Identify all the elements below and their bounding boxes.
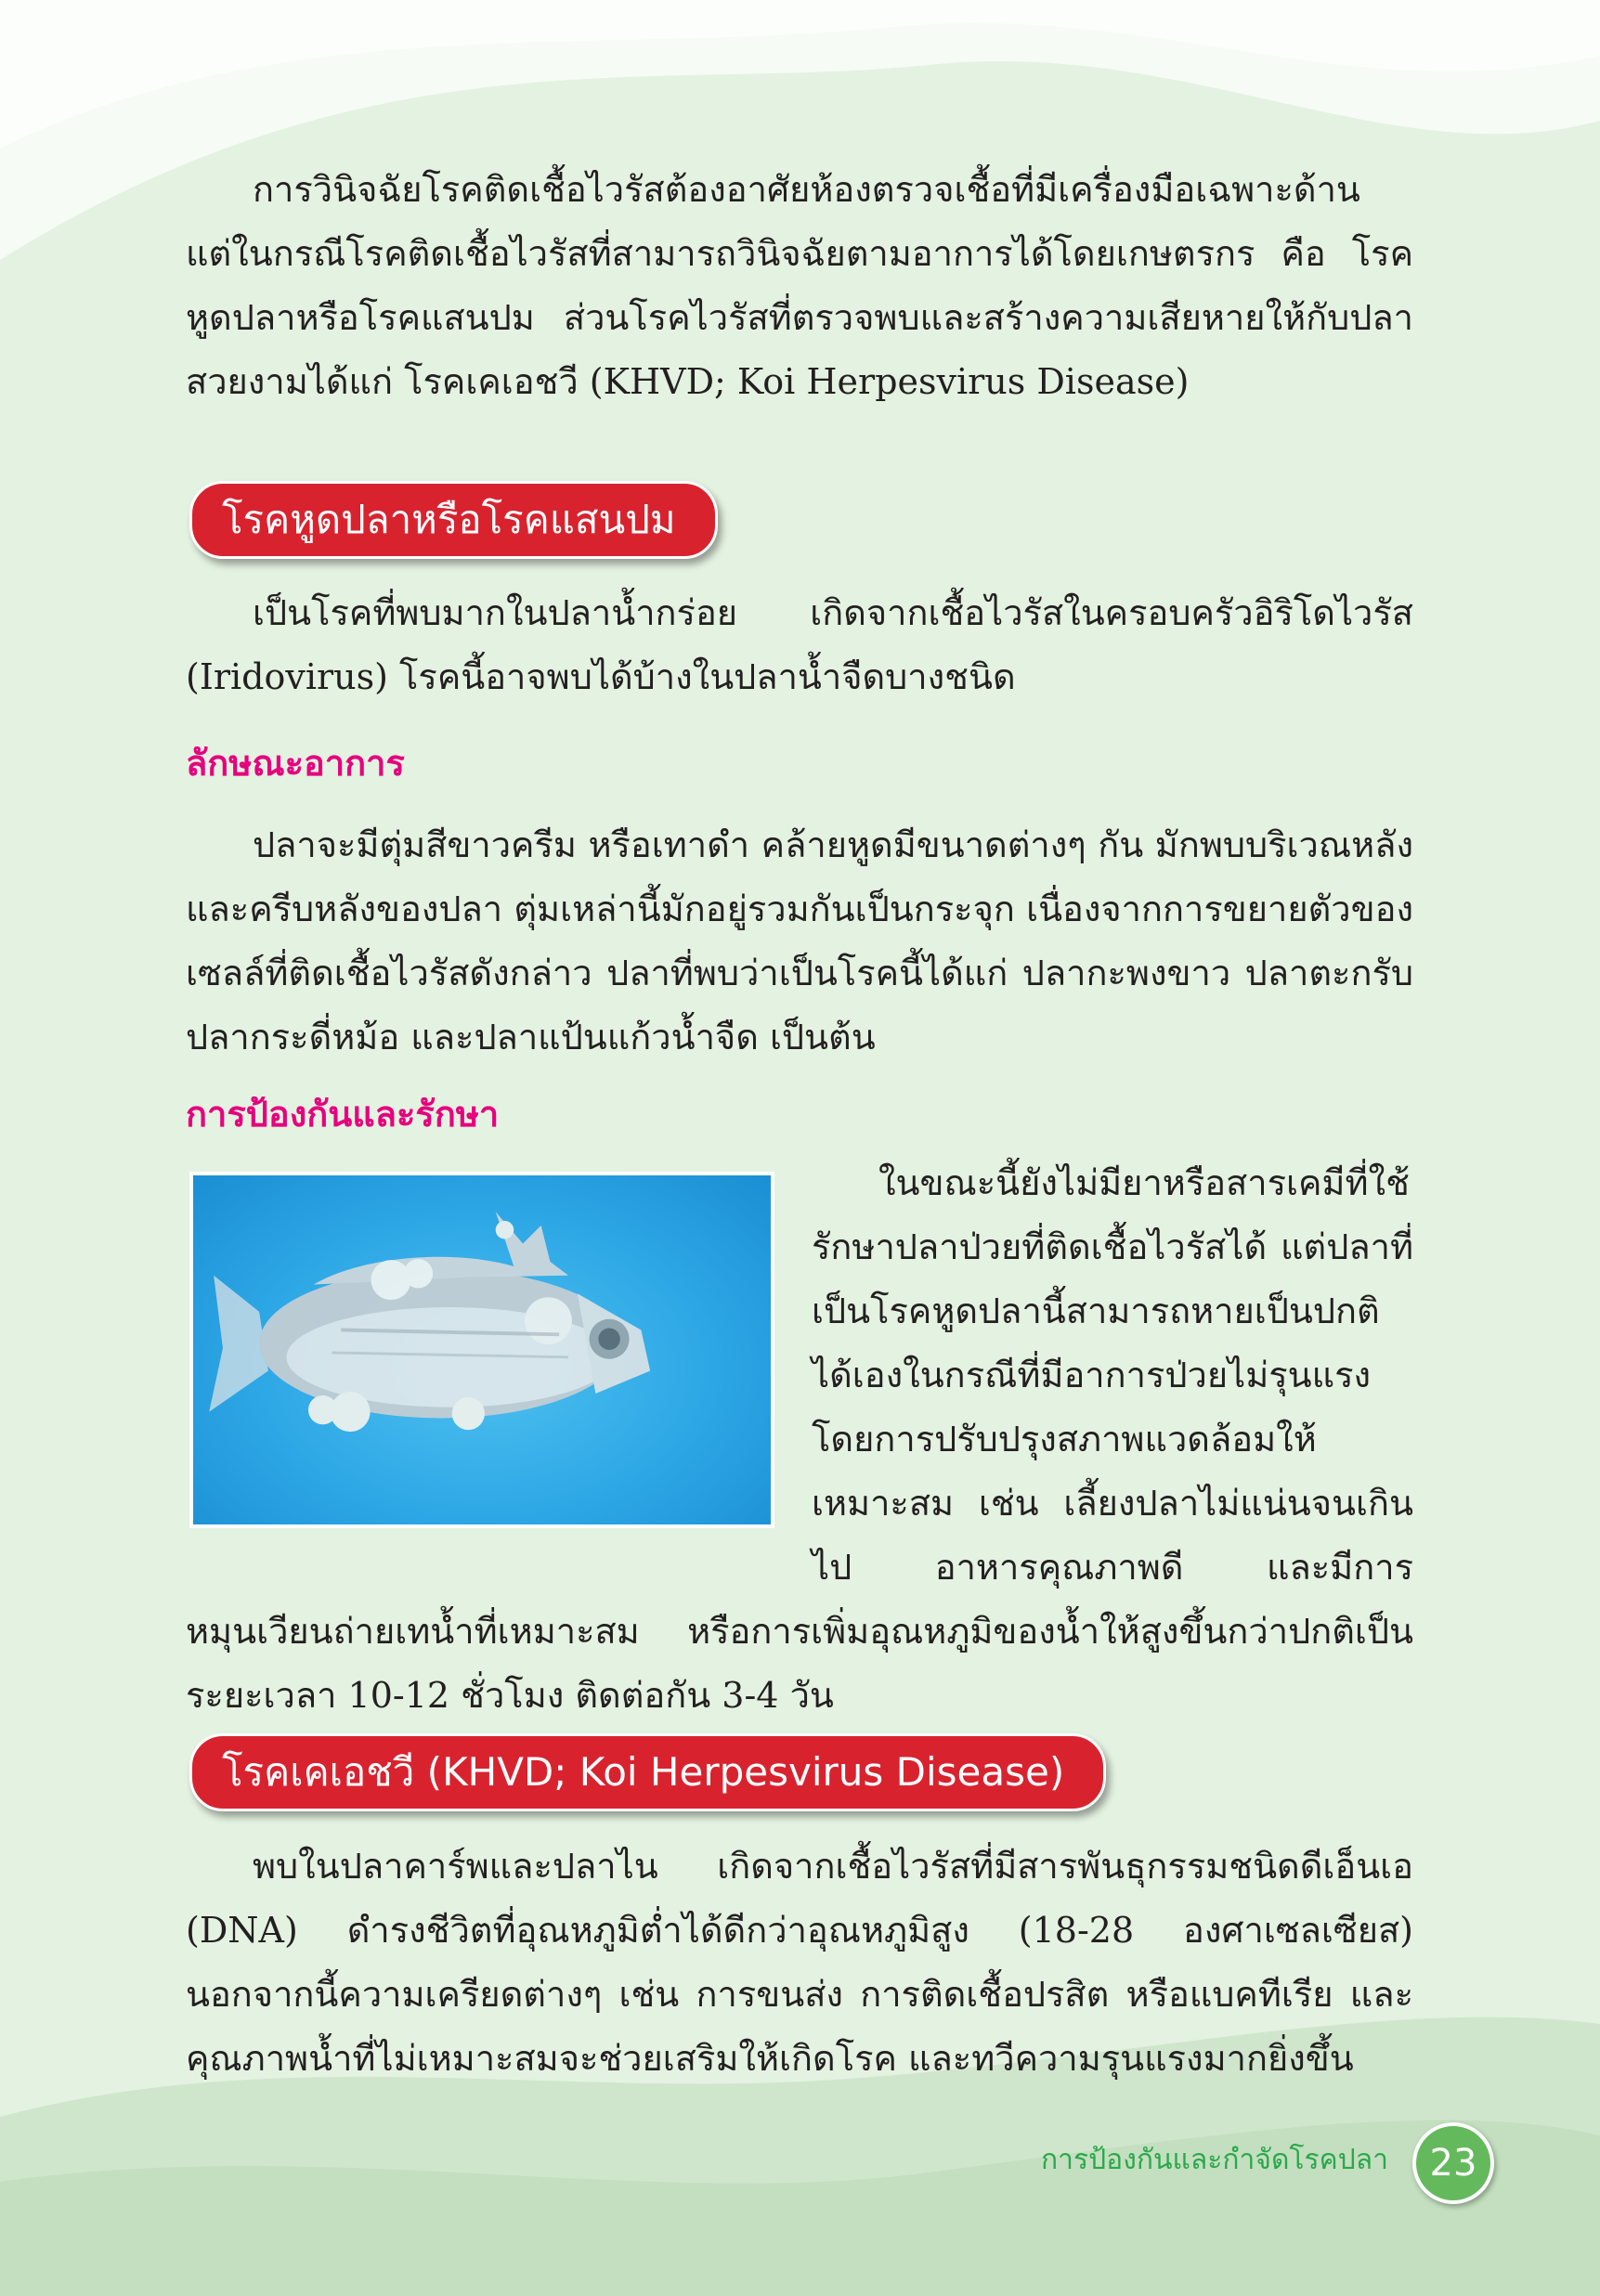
prevention-text: ในขณะนี้ยังไม่มียาหรือสารเคมีที่ใช้รักษาปลาป่วยที่ติดเชื้อไวรัสได้ แต่ปลาที่เป็นโรคหูดปลานี้สามารถหายเป็นปกติได้เองในกรณีที่มีอาการป่วยไม่รุนแรง โดยการปรับปรุงสภาพแวดล้อมให้เหมาะสม เช่น เลี้ยงปลาไม่แน่นจนเกินไป อาหารคุณภาพดี และมีการหมุนเวียนถ่ายเทน้ำที่เหมาะสม หรือการเพิ่มอุณหภูมิของน้ำให้สูงขึ้นกว่าปกติเป็นระยะเวลา 10-12 ชั่วโมง ติดต่อกัน 3-4 วัน [186,1162,1413,1716]
section1-intro-text: เป็นโรคที่พบมากในปลาน้ำกร่อย เกิดจากเชื้อไวรัสในครอบครัวอิริโดไวรัส (Iridovirus) โรคนี้อาจพบได้บ้างในปลาน้ำจืดบางชนิด [186,592,1413,697]
symptoms-paragraph [186,813,1413,1070]
intro-paragraph [186,158,1413,414]
section2-text: พบในปลาคาร์พและปลาไน เกิดจากเชื้อไวรัสที่มีสารพันธุกรรมชนิดดีเอ็นเอ (DNA) ดำรงชีวิตที่อุณหภูมิต่ำได้ดีกว่าอุณหภูมิสูง (18-28 องศาเซลเซียส) นอกจากนี้ความเครียดต่างๆ เช่น การขนส่ง การติดเชื้อปรสิต หรือแบคทีเรีย และคุณภาพน้ำที่ไม่เหมาะสมจะช่วยเสริมให้เกิดโรค และทวีความรุนแรงมากยิ่งขึ้น [186,1846,1413,2079]
prevention-heading: การป้องกันและรักษา [186,1094,500,1135]
footer-book-title: การป้องกันและกำจัดโรคปลา [1041,2144,1388,2176]
section2-paragraph [186,1835,1413,2091]
prevention-paragraph [186,1151,1413,1728]
section2-heading: โรคเคเอชวี (KHVD; Koi Herpesvirus Disease) [189,1733,1106,1811]
symptoms-text: ปลาจะมีตุ่มสีขาวครีม หรือเทาดำ คล้ายหูดมีขนาดต่างๆ กัน มักพบบริเวณหลังและครีบหลังของปลา ตุ่มเหล่านี้มักอยู่รวมกันเป็นกระจุก เนื่องจากการขยายตัวของเซลล์ที่ติดเชื้อไวรัสดังกล่าว ปลาที่พบว่าเป็นโรคนี้ได้แก่ ปลากะพงขาว ปลาตะกรับ ปลากระดี่หม้อ และปลาแป้นแก้วน้ำจืด เป็นต้น [186,824,1413,1057]
section1-heading: โรคหูดปลาหรือโรคแสนปม [189,481,718,559]
photo-float-spacer [186,1151,812,1554]
section1-intro [186,581,1413,709]
symptoms-heading: ลักษณะอาการ [186,743,405,784]
page-number-badge: 23 [1412,2122,1494,2204]
intro-text: การวินิจฉัยโรคติดเชื้อไวรัสต้องอาศัยห้องตรวจเชื้อที่มีเครื่องมือเฉพาะด้าน แต่ในกรณีโรคติดเชื้อไวรัสที่สามารถวินิจฉัยตามอาการได้โดยเกษตรกร คือ โรคหูดปลาหรือโรคแสนปม ส่วนโรคไวรัสที่ตรวจพบและสร้างความเสียหายให้กับปลาสวยงามได้แก่ โรคเคเอชวี (KHVD; Koi Herpesvirus Disease) [186,169,1413,402]
